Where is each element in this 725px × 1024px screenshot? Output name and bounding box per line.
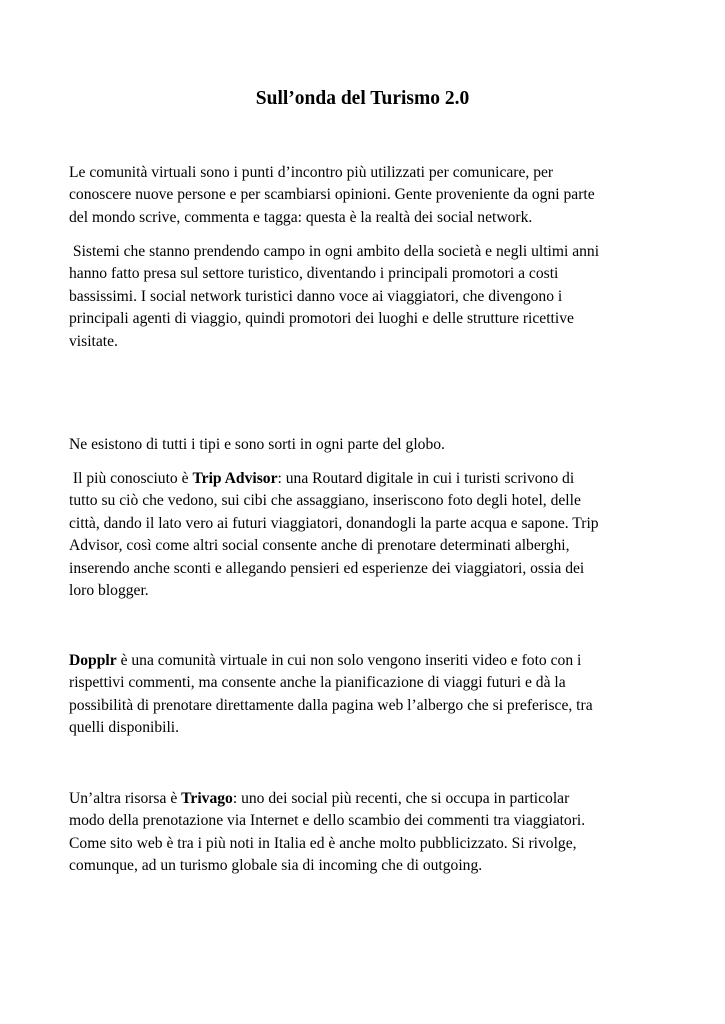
text-line: comunque, ad un turismo globale sia di incoming che di outgoing. <box>69 857 483 875</box>
text-run: : una Routard digitale in cui i turisti scrivono di <box>277 470 575 487</box>
text-line <box>69 468 659 490</box>
text-run: Un’altra risorsa è <box>69 790 182 807</box>
text-line: rispettivi commenti, ma consente anche la pianificazione di viaggi futuri e dà la <box>69 674 566 692</box>
text-line: Ne esistono di tutti i tipi e sono sorti in ogni parte del globo. <box>69 436 445 453</box>
text-run: : uno dei social più recenti, che si occupa in particolar <box>232 790 570 807</box>
text-line: conoscere nuove persone e per scambiarsi opinioni. Gente proveniente da ogni parte <box>69 186 595 204</box>
trip-advisor-name: Trip Advisor <box>192 470 278 487</box>
text-line: Come sito web è tra i più noti in Italia ed è anche molto pubblicizzato. Si rivolge, <box>69 834 577 852</box>
text-line: Advisor, così come altri social consente anche di prenotare determinati alberghi, <box>69 537 570 555</box>
text-line: modo della prenotazione via Internet e dello scambio dei commenti tra viaggiatori. <box>69 812 586 830</box>
paragraph-dopplr <box>69 650 659 740</box>
document-title: Sull’onda del Turismo 2.0 <box>255 88 470 109</box>
trivago-name: Trivago <box>181 790 233 807</box>
text-line: Le comunità virtuali sono i punti d’incontro più utilizzati per comunicare, per <box>69 164 554 181</box>
text-line <box>69 788 659 810</box>
text-line <box>69 650 659 672</box>
text-run: Il più conosciuto è <box>69 470 193 487</box>
text-line: possibilità di prenotare direttamente dalla pagina web l’albergo che si preferisce, tra <box>69 696 593 714</box>
dopplr-name: Dopplr <box>69 652 117 669</box>
paragraph-tipi <box>69 434 659 456</box>
text-line: loro blogger. <box>69 582 149 600</box>
text-line: inserendo anche sconti e allegando pensieri ed esperienze dei viaggiatori, ossia dei <box>69 559 585 577</box>
text-line: città, dando il lato vero ai futuri viaggiatori, donandogli la parte acqua e sapone. Trip <box>69 514 599 532</box>
paragraph-intro <box>69 162 659 229</box>
text-line: Sistemi che stanno prendendo campo in ogni ambito della società e negli ultimi anni <box>69 243 600 260</box>
paragraph-trivago <box>69 788 659 878</box>
text-line: tutto su ciò che vedono, sui cibi che assaggiano, inseriscono foto degli hotel, delle <box>69 492 581 510</box>
text-line: quelli disponibili. <box>69 719 180 737</box>
text-line: visitate. <box>69 332 118 350</box>
text-run: è una comunità virtuale in cui non solo vengono inseriti video e foto con i <box>116 652 582 669</box>
text-line: del mondo scrive, commenta e tagga: questa è la realtà dei social network. <box>69 208 533 226</box>
paragraph-sistemi <box>69 241 659 353</box>
paragraph-trip-advisor <box>69 468 659 602</box>
text-line: bassissimi. I social network turistici danno voce ai viaggiatori, che divengono i <box>69 287 563 305</box>
text-line: principali agenti di viaggio, quindi promotori dei luoghi e delle strutture ricettive <box>69 310 574 328</box>
text-line: hanno fatto presa sul settore turistico, diventando i principali promotori a costi <box>69 265 559 283</box>
